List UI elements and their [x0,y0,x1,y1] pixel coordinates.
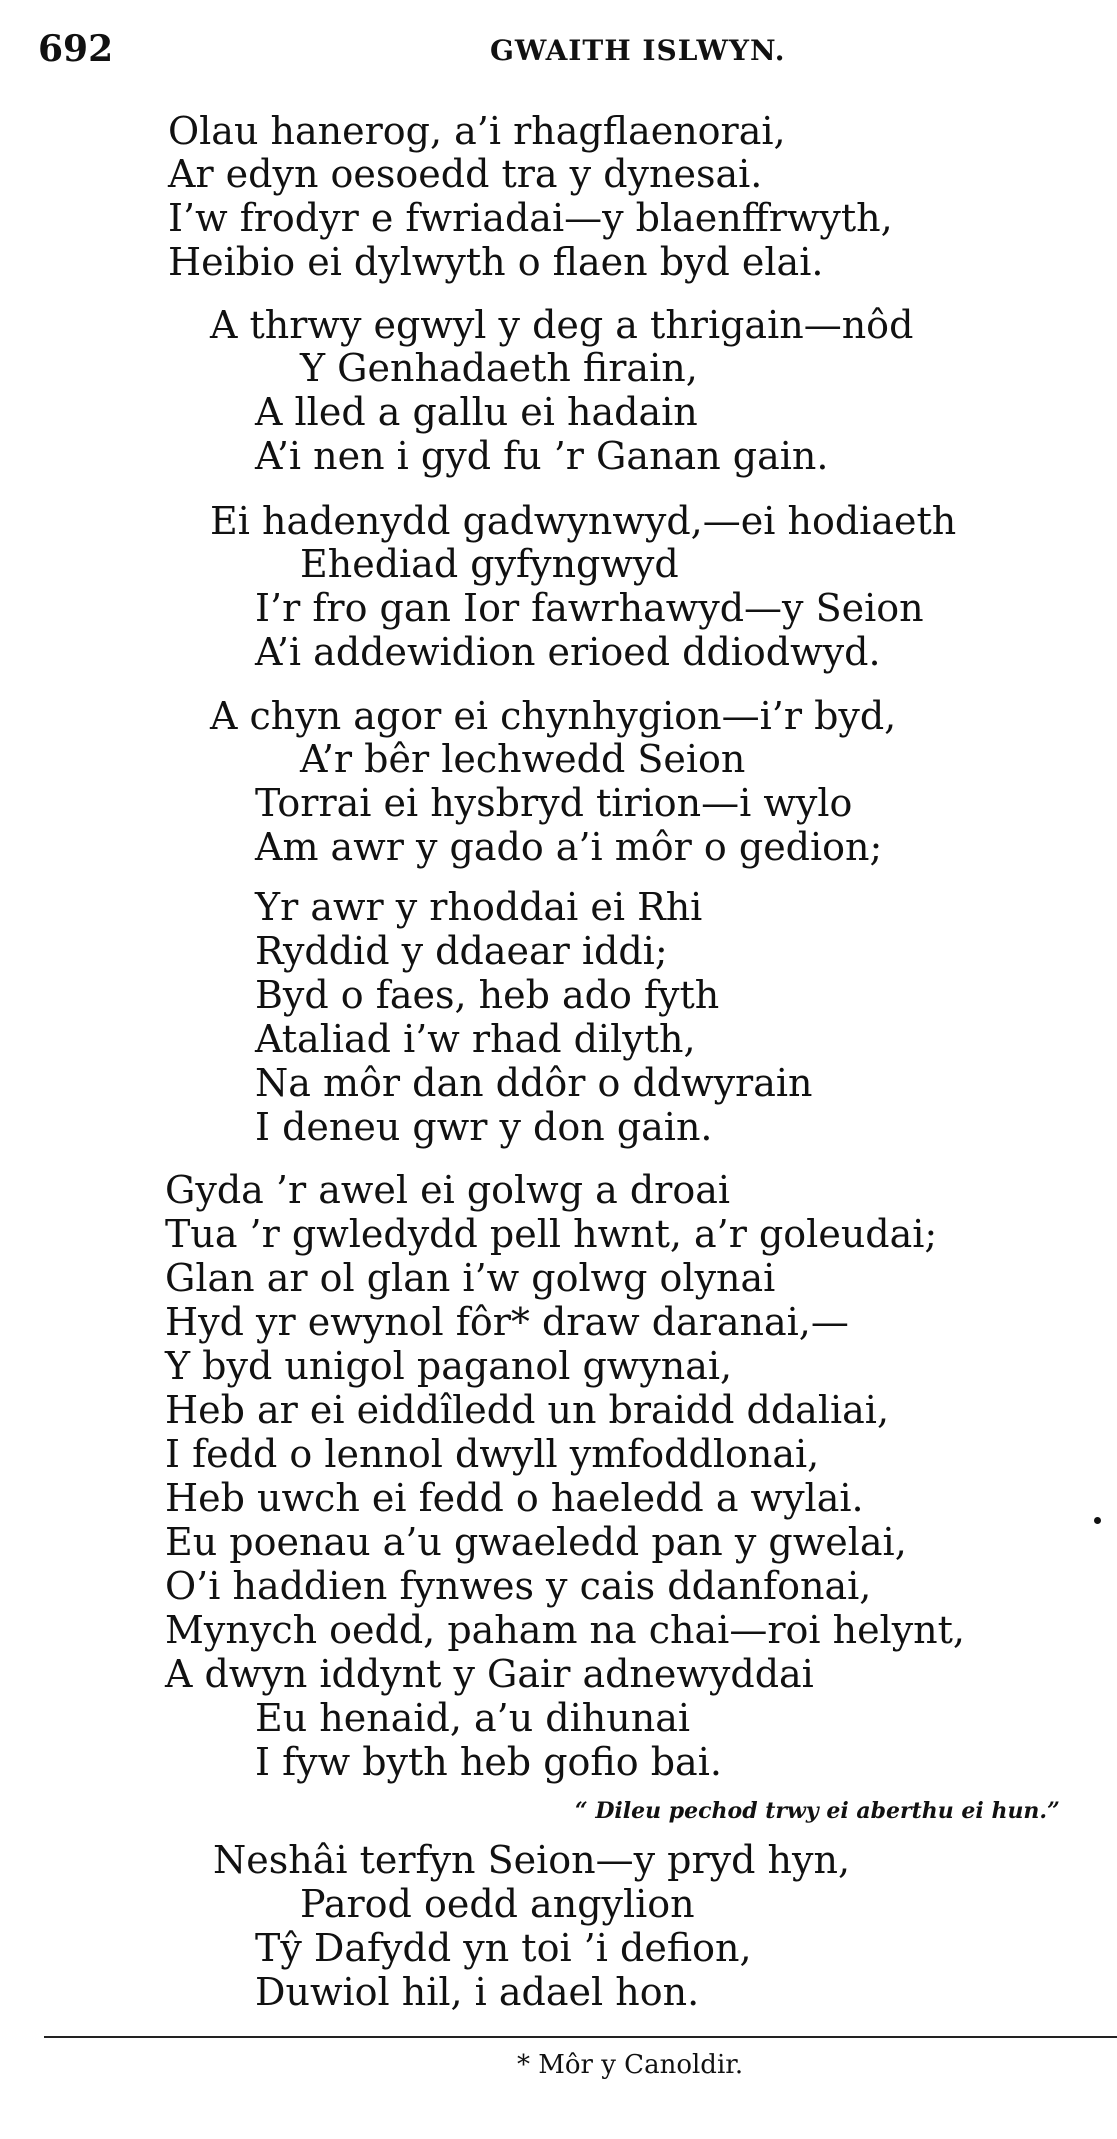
poem-line: A dwyn iddynt y Gair adnewyddai [165,1652,814,1696]
poem-line: Mynych oedd, paham na chai—roi helynt, [165,1608,966,1652]
page-number: 692 [38,28,114,70]
poem-line: Hyd yr ewynol fôr* draw daranai,— [165,1300,849,1344]
poem-line: I’w frodyr e fwriadai—y blaenffrwyth, [168,196,893,240]
poem-line: Y Genhadaeth firain, [300,346,698,390]
poem-line: Neshâi terfyn Seion—y pryd hyn, [213,1838,851,1882]
poem-line: Gyda ’r awel ei golwg a droai [165,1168,731,1212]
poem-line: Y byd unigol paganol gwynai, [165,1344,733,1388]
running-head: GWAITH ISLWYN. [490,34,786,67]
footnote-rule [44,2036,1117,2038]
poem-line: Ehediad gyfyngwyd [300,542,679,586]
poem-line: Byd o faes, heb ado fyth [255,973,720,1017]
poem-line: Yr awr y rhoddai ei Rhi [255,885,703,929]
poem-line: Heibio ei dylwyth o flaen byd elai. [168,240,824,284]
poem-line: I fyw byth heb gofio bai. [255,1740,722,1784]
poem-line: Tŷ Dafydd yn toi ’i defion, [255,1926,752,1970]
poem-line: Olau hanerog, a’i rhagflaenorai, [168,109,786,153]
poem-line: Duwiol hil, i adael hon. [255,1970,700,2014]
poem-line: A’r bêr lechwedd Seion [300,737,746,781]
poem-line: Eu poenau a’u gwaeledd pan y gwelai, [165,1520,907,1564]
margin-note: “ Dileu pechod trwy ei aberthu ei hun.” [575,1798,1060,1824]
poem-line: Heb uwch ei fedd o haeledd a wylai. [165,1476,864,1520]
poem-line: O’i haddien fynwes y cais ddanfonai, [165,1564,872,1608]
poem-line: Torrai ei hysbryd tirion—i wylo [255,781,853,825]
poem-line: A’i addewidion erioed ddiodwyd. [255,630,881,674]
page-header [0,28,1117,80]
poem-line: Parod oedd angylion [300,1882,695,1926]
poem-line: A chyn agor ei chynhygion—i’r byd, [210,694,897,738]
footnote: * Môr y Canoldir. [517,2050,744,2080]
poem-line: Tua ’r gwledydd pell hwnt, a’r goleudai; [165,1212,938,1256]
poem-line: I fedd o lennol dwyll ymfoddlonai, [165,1432,820,1476]
poem-line: Ei hadenydd gadwynwyd,—ei hodiaeth [210,499,957,543]
poem-line: I deneu gwr y don gain. [255,1105,713,1149]
poem-line: Glan ar ol glan i’w golwg olynai [165,1256,776,1300]
poem-line: Ryddid y ddaear iddi; [255,929,668,973]
poem-line: A lled a gallu ei hadain [255,390,698,434]
poem-line: Eu henaid, a’u dihunai [255,1696,691,1740]
poem-line: I’r fro gan Ior fawrhawyd—y Seion [255,586,924,630]
poem-line: Na môr dan ddôr o ddwyrain [255,1061,813,1105]
margin-speck [1094,1517,1101,1524]
poem-line: Heb ar ei eiddîledd un braidd ddaliai, [165,1388,890,1432]
poem-line: A’i nen i gyd fu ’r Ganan gain. [255,434,829,478]
poem-line: Ataliad i’w rhad dilyth, [255,1017,696,1061]
poem-line: Ar edyn oesoedd tra y dynesai. [168,152,763,196]
poem-line: Am awr y gado a’i môr o gedion; [255,825,883,869]
poem-line: A thrwy egwyl y deg a thrigain—nôd [210,303,914,347]
